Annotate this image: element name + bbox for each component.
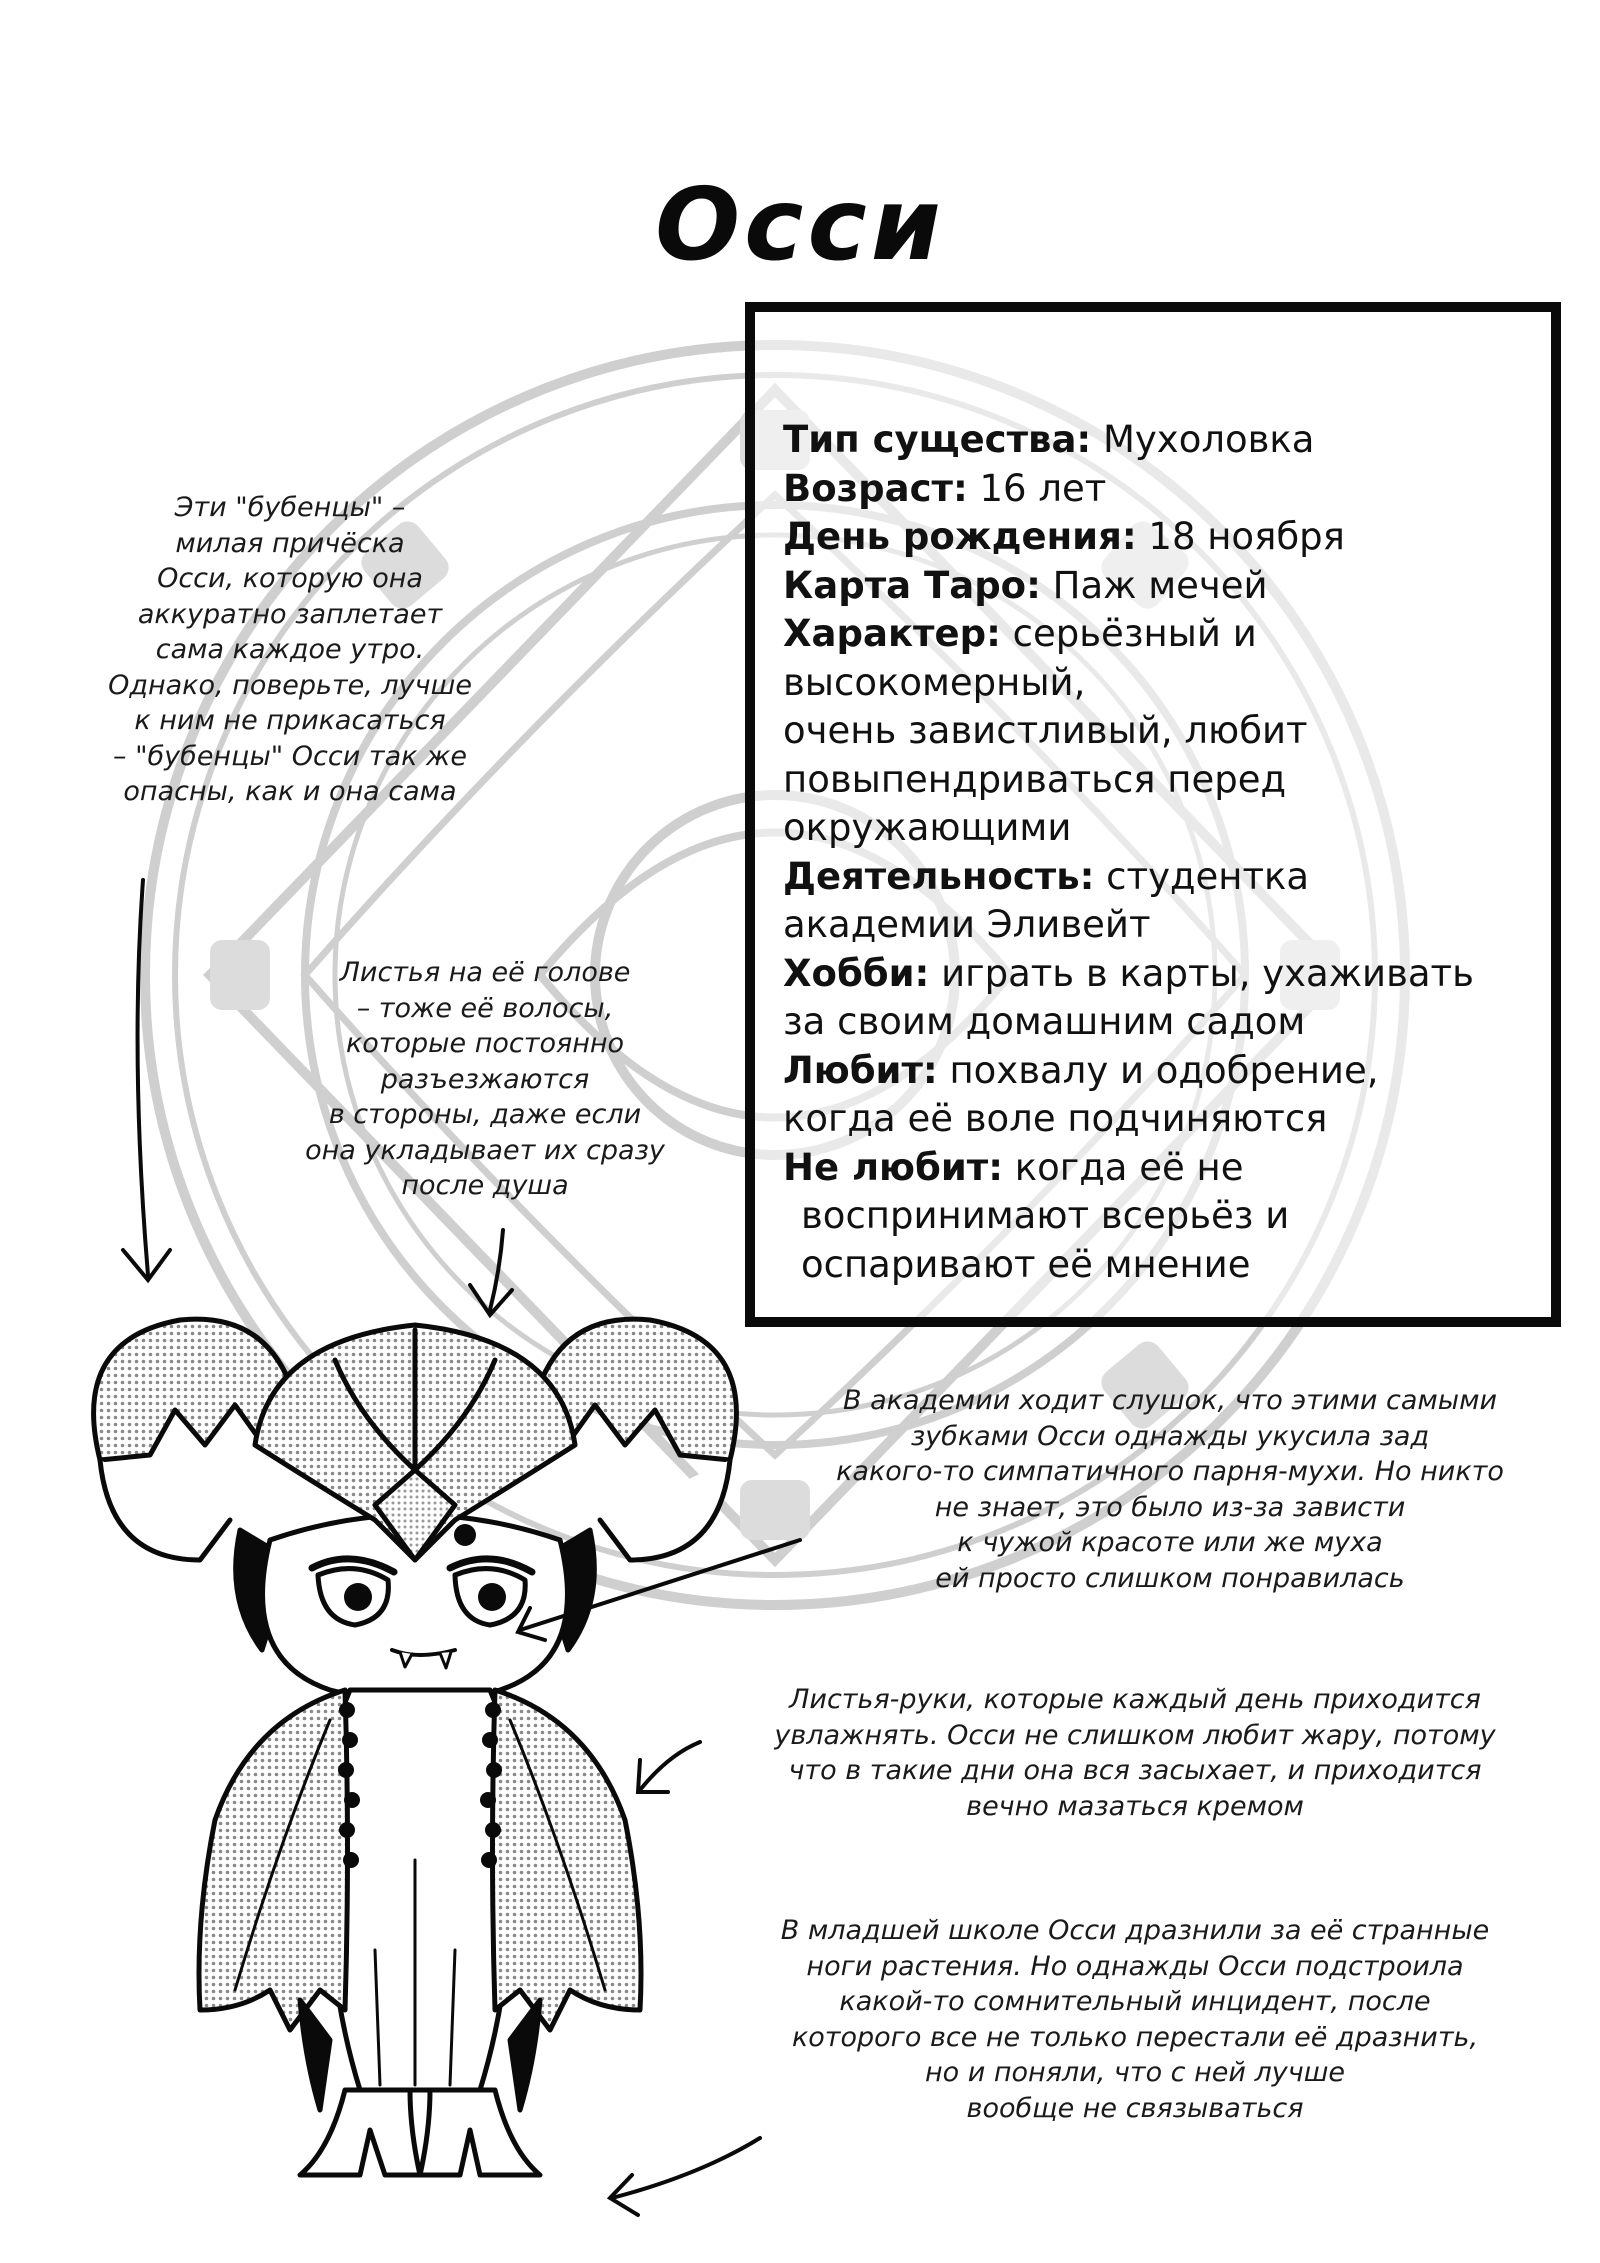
profile-line [783,950,1527,999]
note-line: В младшей школе Осси дразнили за её странные [780,1915,1490,1946]
note-line: Листья-руки, которые каждый день приходится [789,1684,1481,1715]
note-plant-legs [700,1913,1570,2126]
profile-line [783,901,1527,950]
profile-value: студентка [1094,854,1310,898]
profile-line [783,1095,1527,1144]
profile-value: 18 ноября [1136,515,1345,558]
profile-label: Хобби: [783,951,930,995]
profile-label: День рождения: [783,515,1137,558]
profile-label: Возраст: [783,466,968,510]
note-line: в стороны, даже если [328,1099,642,1130]
note-line: ей просто слишком понравилась [935,1562,1405,1594]
profile-value: играть в карты, ухаживать [929,951,1474,995]
note-line: что в такие дни она вся засыхает, и приходится [788,1755,1482,1786]
note-leaf-hair [255,955,715,1204]
profile-line [783,513,1527,562]
profile-line [783,659,1527,708]
note-bells [90,490,490,810]
note-line: Однако, поверьте, лучше [108,669,472,701]
note-line: какого-то симпатичного парня-мухи. Но никто [836,1456,1504,1487]
profile-line [783,804,1527,853]
profile-line [783,707,1527,756]
note-line: милая причёска [175,527,405,559]
note-line: – тоже её волосы, [356,992,614,1024]
note-line: Осси, которую она [157,563,423,594]
profile-value: Паж мечей [1040,563,1268,607]
profile-value: когда её воле подчиняются [783,1097,1328,1140]
profile-line [783,610,1527,659]
note-line: она укладывает их сразу [305,1134,665,1166]
profile-value: повыпендриваться перед [783,757,1287,801]
note-line: после душа [401,1170,569,1201]
profile-lines [783,416,1527,1289]
profile-label: Карта Таро: [783,563,1041,607]
note-line: к чужой красоте или же муха [957,1527,1383,1558]
profile-label: Любит: [783,1048,938,1092]
profile-value: окружающими [783,806,1072,849]
profile-line [783,1144,1527,1193]
note-line: разъезжаются [380,1063,590,1095]
profile-line [783,416,1527,465]
note-line: аккуратно заплетает [137,598,443,630]
profile-line [783,562,1527,611]
note-line: Эти "бубенцы" – [174,492,406,523]
note-line: не знает, это было из-за зависти [934,1491,1406,1523]
profile-line [783,853,1527,902]
note-line: которого все не только перестали её дразнить, [791,2021,1479,2053]
profile-line [783,1241,1527,1290]
profile-line [783,998,1527,1047]
note-line: опасны, как и она сама [123,776,457,807]
profile-line [783,756,1527,805]
profile-value: за своим домашним садом [783,1000,1306,1043]
note-line: какой-то сомнительный инцидент, после [839,1986,1431,2017]
page-title: Осси [655,166,945,283]
profile-value: 16 лет [967,466,1107,510]
profile-label: Тип существа: [783,418,1092,461]
note-line: зубками Осси однажды укусила зад [910,1420,1430,1452]
note-line: увлажнять. Осси не слишком любит жару, потому [774,1719,1496,1751]
profile-value: очень завистливый, любит [783,709,1308,752]
profile-line [783,465,1527,514]
note-line: сама каждое утро. [155,634,425,665]
profile-value: серьёзный и [1000,612,1257,655]
note-line: В академии ходит слушок, что этими самыми [843,1385,1497,1416]
profile-value: оспаривают её мнение [801,1242,1251,1286]
note-line: вообще не связываться [966,2092,1304,2124]
profile-label: Деятельность: [783,854,1095,898]
note-leaf-arms [700,1682,1570,1824]
profile-value: Мухоловка [1091,418,1315,461]
note-line: которые постоянно [345,1028,625,1059]
note-line: но и поняли, что с ней лучше [924,2057,1346,2088]
profile-label: Характер: [783,612,1001,655]
profile-info-box [745,302,1561,1327]
profile-line [783,1047,1527,1096]
profile-value: похвалу и одобрение, [937,1048,1379,1092]
profile-label: Не любит: [783,1145,1004,1189]
profile-value: когда её не [1003,1145,1244,1189]
profile-value: высокомерный, [783,660,1086,704]
note-line: Листья на её голове [339,957,631,988]
profile-value: академии Эливейт [783,903,1151,946]
profile-line [783,1192,1527,1241]
note-line: вечно мазаться кремом [966,1790,1304,1822]
profile-value: воспринимают всерьёз и [801,1194,1290,1237]
note-teeth [770,1383,1570,1596]
note-line: ноги растения. Но однажды Осси подстроила [806,1950,1464,1982]
note-line: – "бубенцы" Осси так же [113,740,467,772]
note-line: к ним не прикасаться [134,705,446,736]
